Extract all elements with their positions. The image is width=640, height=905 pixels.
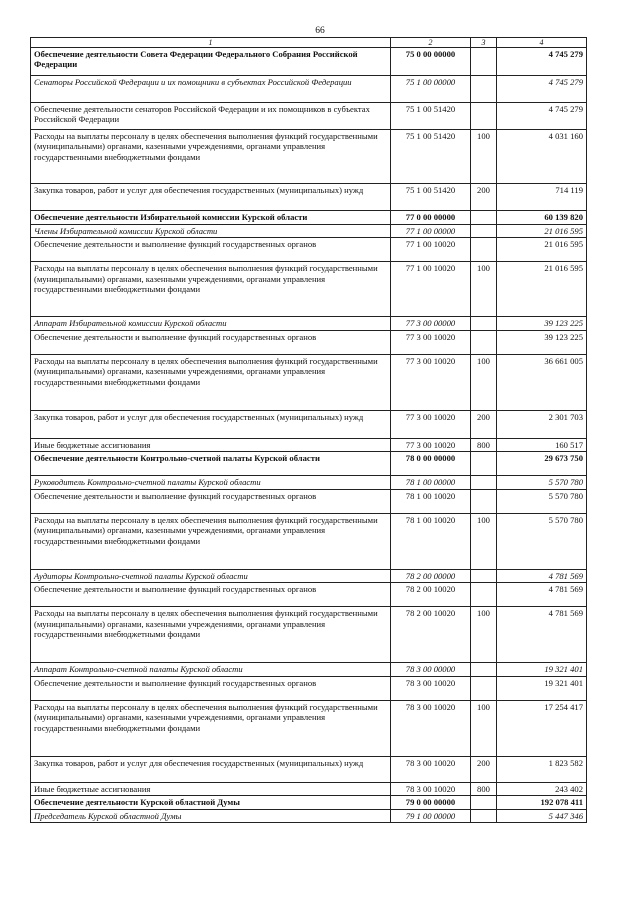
row-amount-cell: 243 402 [497,782,587,795]
row-type-cell: 100 [471,130,497,184]
row-name-cell: Обеспечение деятельности Совета Федерации Федерального Собрания Российской Федерации [31,48,391,76]
row-type-cell [471,676,497,700]
row-name-cell: Председатель Курской областной Думы [31,809,391,822]
table-row [31,238,587,262]
row-amount-cell: 2 301 703 [497,410,587,438]
row-type-cell: 100 [471,513,497,569]
row-type-cell: 100 [471,354,497,410]
table-row [31,262,587,317]
row-type-cell: 800 [471,782,497,795]
table-row [31,211,587,225]
row-name-cell: Обеспечение деятельности Контрольно-счетной палаты Курской области [31,452,391,476]
column-header-name: 1 [31,38,391,48]
row-code-cell: 78 1 00 10020 [391,513,471,569]
table-row [31,330,587,354]
table-row [31,438,587,451]
row-amount-cell: 29 673 750 [497,452,587,476]
row-code-cell: 78 3 00 00000 [391,663,471,676]
row-code-cell: 77 3 00 10020 [391,410,471,438]
row-name-cell: Расходы на выплаты персоналу в целях обеспечения выполнения функций государственными (муниципальными) органами, казенными учреждениями, органами управления государственными внебюджетными фондами [31,354,391,410]
row-type-cell [471,809,497,822]
row-amount-cell: 714 119 [497,184,587,211]
column-header-amount: 4 [497,38,587,48]
row-code-cell: 77 3 00 10020 [391,438,471,451]
row-amount-cell: 19 321 401 [497,676,587,700]
row-amount-cell: 5 570 780 [497,513,587,569]
row-amount-cell: 5 447 346 [497,809,587,822]
row-amount-cell: 21 016 595 [497,238,587,262]
column-header-type: 3 [471,38,497,48]
row-code-cell: 79 0 00 00000 [391,796,471,809]
table-row [31,184,587,211]
table-row [31,782,587,795]
table-row [31,700,587,756]
table-row [31,676,587,700]
row-amount-cell: 192 078 411 [497,796,587,809]
row-amount-cell: 5 570 780 [497,476,587,489]
row-code-cell: 78 0 00 00000 [391,452,471,476]
row-type-cell [471,330,497,354]
row-type-cell [471,796,497,809]
table-row [31,225,587,238]
row-type-cell [471,452,497,476]
row-name-cell: Руководитель Контрольно-счетной палаты Курской области [31,476,391,489]
row-amount-cell: 160 517 [497,438,587,451]
row-code-cell: 78 3 00 10020 [391,676,471,700]
row-type-cell [471,663,497,676]
row-code-cell: 77 1 00 10020 [391,238,471,262]
row-code-cell: 78 2 00 00000 [391,569,471,582]
row-amount-cell: 21 016 595 [497,262,587,317]
row-code-cell: 77 1 00 10020 [391,262,471,317]
row-amount-cell: 36 661 005 [497,354,587,410]
row-amount-cell: 39 123 225 [497,317,587,330]
table-row [31,489,587,513]
table-row [31,76,587,103]
row-name-cell: Иные бюджетные ассигнования [31,782,391,795]
row-name-cell: Обеспечение деятельности и выполнение функций государственных органов [31,489,391,513]
row-type-cell: 200 [471,184,497,211]
row-type-cell [471,238,497,262]
row-name-cell: Обеспечение деятельности Курской областной Думы [31,796,391,809]
row-type-cell: 100 [471,262,497,317]
row-code-cell: 78 2 00 10020 [391,583,471,607]
row-name-cell: Расходы на выплаты персоналу в целях обеспечения выполнения функций государственными (муниципальными) органами, казенными учреждениями, органами управления государственными внебюджетными фондами [31,700,391,756]
row-type-cell [471,48,497,76]
row-code-cell: 78 3 00 10020 [391,700,471,756]
row-name-cell: Закупка товаров, работ и услуг для обеспечения государственных (муниципальных) нужд [31,756,391,782]
row-code-cell: 79 1 00 00000 [391,809,471,822]
row-name-cell: Члены Избирательной комиссии Курской области [31,225,391,238]
row-code-cell: 77 3 00 00000 [391,317,471,330]
row-code-cell: 78 3 00 10020 [391,782,471,795]
row-name-cell: Аппарат Контрольно-счетной палаты Курской области [31,663,391,676]
row-amount-cell: 19 321 401 [497,663,587,676]
row-name-cell: Сенаторы Российской Федерации и их помощники в субъектах Российской Федерации [31,76,391,103]
row-amount-cell: 4 745 279 [497,48,587,76]
table-row [31,354,587,410]
table-row [31,607,587,663]
table-row [31,513,587,569]
row-amount-cell: 4 031 160 [497,130,587,184]
row-amount-cell: 4 745 279 [497,103,587,130]
table-row [31,317,587,330]
row-type-cell [471,225,497,238]
row-code-cell: 78 1 00 00000 [391,476,471,489]
row-name-cell: Обеспечение деятельности Избирательной комиссии Курской области [31,211,391,225]
row-name-cell: Закупка товаров, работ и услуг для обеспечения государственных (муниципальных) нужд [31,410,391,438]
row-name-cell: Аппарат Избирательной комиссии Курской области [31,317,391,330]
row-amount-cell: 60 139 820 [497,211,587,225]
row-name-cell: Расходы на выплаты персоналу в целях обеспечения выполнения функций государственными (муниципальными) органами, казенными учреждениями, органами управления государственными внебюджетными фондами [31,607,391,663]
row-name-cell: Обеспечение деятельности сенаторов Российской Федерации и их помощников в субъектах Российской Федерации [31,103,391,130]
table-row [31,583,587,607]
row-type-cell: 200 [471,410,497,438]
row-name-cell: Обеспечение деятельности и выполнение функций государственных органов [31,676,391,700]
row-name-cell: Расходы на выплаты персоналу в целях обеспечения выполнения функций государственными (муниципальными) органами, казенными учреждениями, органами управления государственными внебюджетными фондами [31,130,391,184]
row-amount-cell: 17 254 417 [497,700,587,756]
table-row [31,756,587,782]
page-number: 66 [315,26,325,36]
row-code-cell: 75 0 00 00000 [391,48,471,76]
row-code-cell: 75 1 00 51420 [391,130,471,184]
table-row [31,410,587,438]
row-type-cell [471,489,497,513]
row-type-cell [471,583,497,607]
row-code-cell: 77 0 00 00000 [391,211,471,225]
row-code-cell: 75 1 00 51420 [391,184,471,211]
table-row [31,796,587,809]
row-type-cell [471,103,497,130]
row-code-cell: 78 3 00 10020 [391,756,471,782]
row-code-cell: 78 1 00 10020 [391,489,471,513]
row-name-cell: Иные бюджетные ассигнования [31,438,391,451]
row-amount-cell: 5 570 780 [497,489,587,513]
row-type-cell: 800 [471,438,497,451]
row-type-cell [471,76,497,103]
row-name-cell: Обеспечение деятельности и выполнение функций государственных органов [31,330,391,354]
table-row [31,569,587,582]
budget-table [30,37,587,823]
table-row [31,663,587,676]
row-type-cell: 200 [471,756,497,782]
row-type-cell: 100 [471,700,497,756]
table-row [31,48,587,76]
table-row [31,452,587,476]
table-row [31,103,587,130]
row-code-cell: 77 1 00 00000 [391,225,471,238]
table-row [31,809,587,822]
row-amount-cell: 4 781 569 [497,569,587,582]
table-row [31,130,587,184]
row-code-cell: 77 3 00 10020 [391,330,471,354]
row-name-cell: Обеспечение деятельности и выполнение функций государственных органов [31,238,391,262]
row-type-cell [471,317,497,330]
row-type-cell [471,211,497,225]
row-name-cell: Расходы на выплаты персоналу в целях обеспечения выполнения функций государственными (муниципальными) органами, казенными учреждениями, органами управления государственными внебюджетными фондами [31,262,391,317]
row-amount-cell: 4 781 569 [497,607,587,663]
row-code-cell: 75 1 00 51420 [391,103,471,130]
row-amount-cell: 39 123 225 [497,330,587,354]
row-amount-cell: 21 016 595 [497,225,587,238]
row-name-cell: Аудиторы Контрольно-счетной палаты Курской области [31,569,391,582]
row-type-cell [471,476,497,489]
row-name-cell: Расходы на выплаты персоналу в целях обеспечения выполнения функций государственными (муниципальными) органами, казенными учреждениями, органами управления государственными внебюджетными фондами [31,513,391,569]
row-name-cell: Обеспечение деятельности и выполнение функций государственных органов [31,583,391,607]
row-amount-cell: 1 823 582 [497,756,587,782]
column-header-code: 2 [391,38,471,48]
row-code-cell: 78 2 00 10020 [391,607,471,663]
row-amount-cell: 4 745 279 [497,76,587,103]
table-row [31,476,587,489]
row-code-cell: 77 3 00 10020 [391,354,471,410]
row-name-cell: Закупка товаров, работ и услуг для обеспечения государственных (муниципальных) нужд [31,184,391,211]
column-header-row [31,38,587,48]
row-code-cell: 75 1 00 00000 [391,76,471,103]
row-amount-cell: 4 781 569 [497,583,587,607]
row-type-cell [471,569,497,582]
row-type-cell: 100 [471,607,497,663]
